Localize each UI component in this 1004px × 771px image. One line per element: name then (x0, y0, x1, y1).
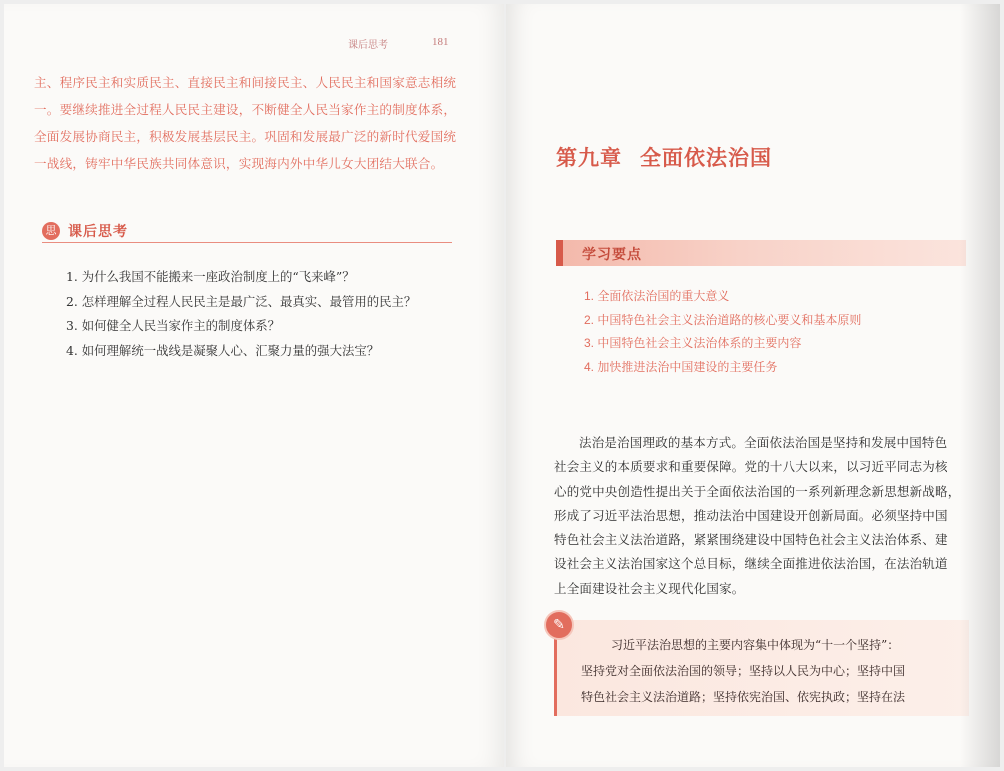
discussion-icon: 思 (42, 222, 60, 240)
running-head-title: 课后思考 (348, 40, 388, 51)
key-point-item: 2. 中国特色社会主义法治道路的核心要义和基本原则 (584, 312, 862, 327)
body-line: 社会主义的本质要求和重要保障。党的十八大以来，以习近平同志为核 (554, 459, 948, 475)
chapter-title (556, 142, 772, 172)
question-item: 2. 怎样理解全过程人民民主是最广泛、最真实、最管用的民主？ (66, 293, 417, 309)
key-points-list (584, 285, 861, 379)
body-line: 设社会主义法治国家这个总目标，继续全面推进依法治国，在法治轨道 (554, 556, 948, 572)
summary-paragraph (34, 70, 457, 178)
header-accent (556, 240, 563, 266)
right-page (506, 4, 1000, 767)
question-item: 1. 为什么我国不能搬来一座政治制度上的“飞来峰”？ (66, 269, 355, 284)
body-line: 特色社会主义法治道路，紧紧围绕建设中国特色社会主义法治体系、建 (554, 532, 948, 548)
key-point-item: 1. 全面依法治国的重大意义 (584, 289, 730, 303)
intro-paragraph (554, 431, 968, 601)
highlight-line: 坚持党对全面依法治国的领导；坚持以人民为中心；坚持中国 (581, 664, 906, 678)
body-line: 心的党中央创造性提出关于全面依法治国的一系列新理念新思想新战略， (554, 483, 961, 499)
question-list (66, 265, 466, 363)
body-line: 形成了习近平法治思想，推动法治中国建设开创新局面。必须坚持中国 (554, 507, 948, 523)
page-number: 181 (432, 36, 449, 48)
key-points-header (556, 240, 966, 266)
summary-line: 全面发展协商民主，积极发展基层民主。巩固和发展最广泛的新时代爱国统 (34, 130, 457, 144)
question-item: 4. 如何理解统一战线是凝聚人心、汇聚力量的强大法宝？ (66, 342, 380, 358)
highlight-line: 特色社会主义法治道路；坚持依宪治国、依宪执政；坚持在法 (581, 690, 906, 704)
left-page (4, 4, 504, 767)
highlight-line: 习近平法治思想的主要内容集中体现为“十一个坚持”： (611, 638, 900, 652)
key-point-item: 4. 加快推进法治中国建设的主要任务 (584, 359, 778, 374)
body-line: 法治是治国理政的基本方式。全面依法治国是坚持和发展中国特色 (579, 435, 948, 450)
key-points-label: 学习要点 (582, 246, 642, 262)
summary-line: 一战线，铸牢中华民族共同体意识，实现海内外中华儿女大团结大联合。 (34, 157, 444, 171)
section-header (42, 220, 452, 244)
highlight-text (581, 632, 971, 710)
key-point-item: 3. 中国特色社会主义法治体系的主要内容 (584, 336, 802, 350)
body-line: 上全面建设社会主义现代化国家。 (554, 580, 745, 596)
chapter-number: 第九章 (556, 147, 622, 170)
section-divider (42, 242, 452, 243)
chapter-name: 全面依法治国 (640, 147, 772, 170)
summary-line: 主、程序民主和实质民主、直接民主和间接民主、人民民主和国家意志相统 (34, 76, 457, 90)
summary-line: 一。要继续推进全过程人民民主建设，不断健全人民当家作主的制度体系， (34, 103, 457, 117)
question-item: 3. 如何健全人民当家作主的制度体系？ (66, 318, 281, 333)
section-title: 课后思考 (68, 223, 128, 239)
pencil-note-icon: ✎ (544, 610, 574, 640)
